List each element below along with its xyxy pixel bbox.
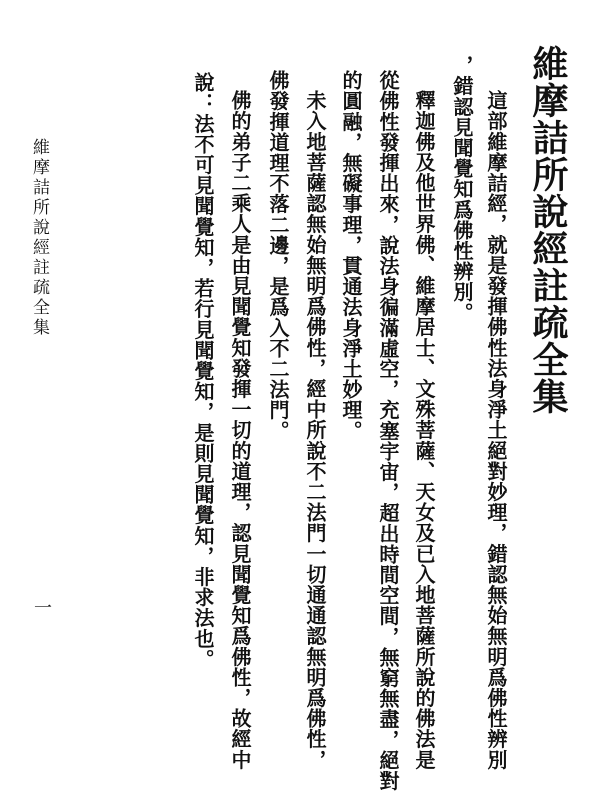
body-line-4: 從佛性發揮出來，說法身徧滿虛空，充塞宇宙，超出時間空間，無窮無盡，絕對 — [376, 70, 400, 791]
body-line-6: 未入地菩薩認無始無明爲佛性，經中所說不二法門一切通通認無明爲佛性， — [303, 90, 327, 770]
body-line-3: 釋迦佛及他世界佛、維摩居士、文殊菩薩、天女及已入地菩薩所說的佛法是 — [412, 90, 436, 770]
running-header: 維摩詰所說經註疏全集 — [29, 138, 49, 338]
body-line-2: ，錯認見聞覺知爲佛性辨別。 — [450, 55, 474, 323]
page-number: 一 — [34, 598, 52, 619]
page-title: 維摩詰所說經註疏全集 — [527, 45, 569, 415]
body-line-5: 的圓融，無礙事理，貫通法身淨土妙理。 — [339, 70, 363, 441]
body-line-7: 佛發揮道理不落二邊，是爲入不二法門。 — [266, 70, 290, 441]
body-line-9: 說：法不可見聞覺知，若行見聞覺知，是則見聞覺知，非求法也。 — [191, 72, 215, 670]
body-line-1: 這部維摩詰經，就是發揮佛性法身淨土絕對妙理，錯認無始無明爲佛性辨別 — [484, 90, 508, 770]
body-line-8: 佛的弟子二乘人是由見聞覺知發揮一切的道理，認見聞覺知爲佛性，故經中 — [228, 90, 252, 770]
